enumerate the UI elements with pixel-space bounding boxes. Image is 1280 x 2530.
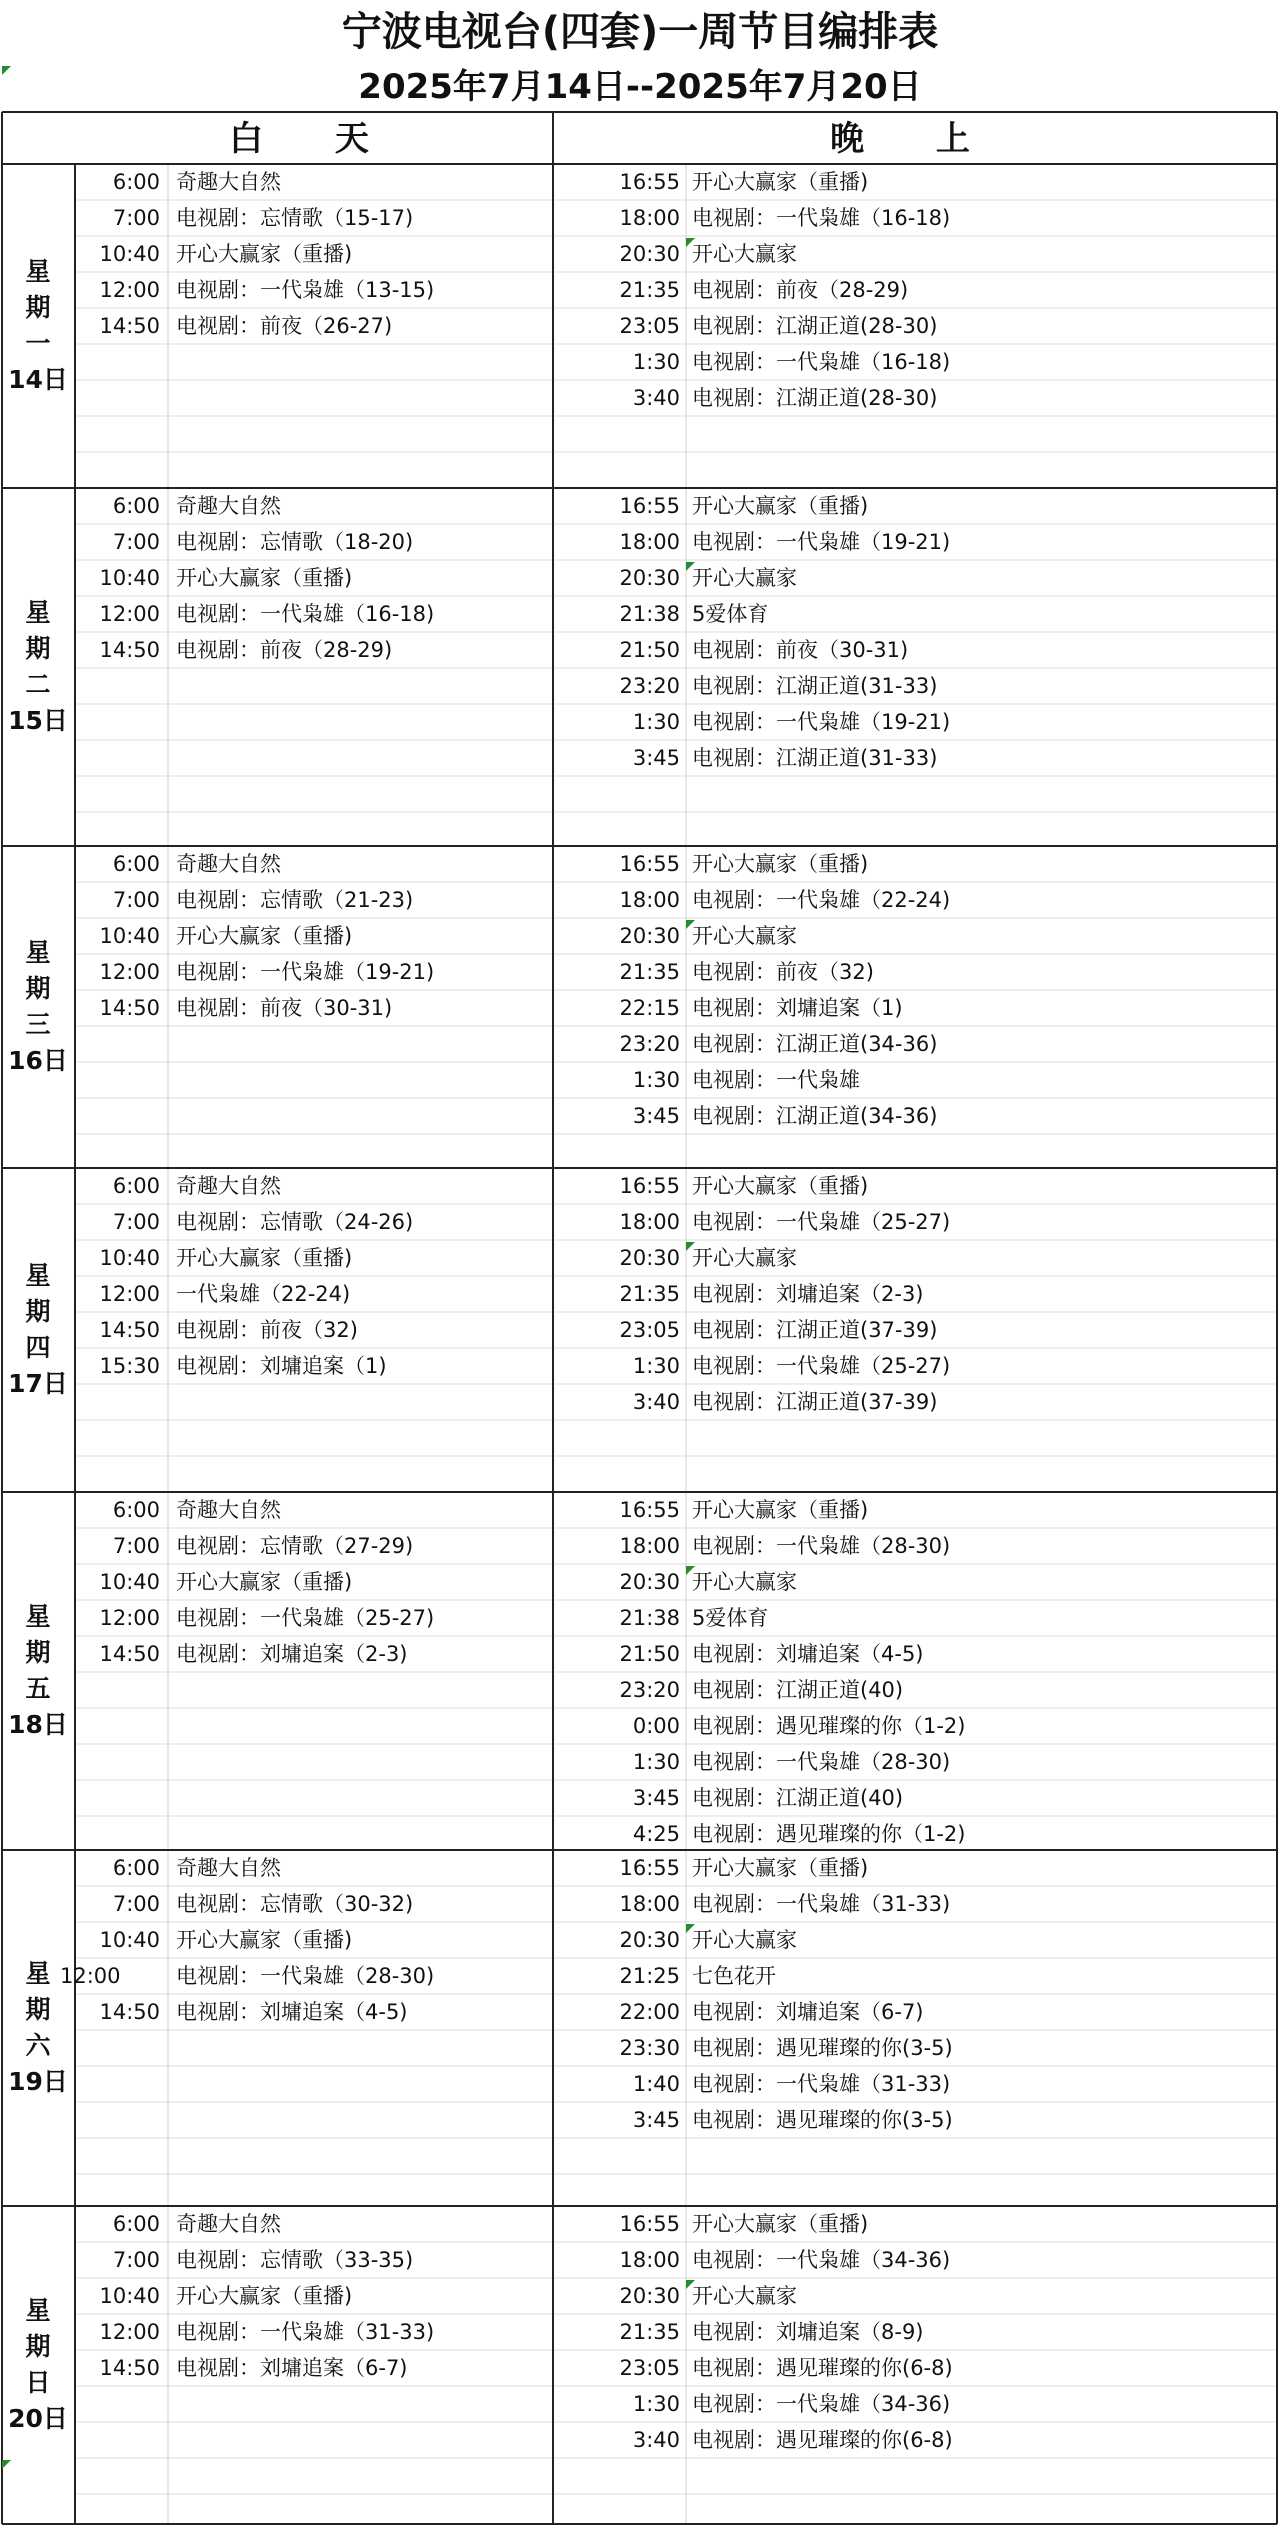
day-label-char: 期 [25, 974, 51, 1003]
day-program-time: 14:50 [99, 2000, 160, 2024]
night-program-time: 23:05 [619, 1318, 680, 1342]
night-program-time: 3:40 [632, 386, 680, 410]
day-program-title: 电视剧：前夜（30-31) [176, 996, 393, 1020]
night-program-title: 电视剧：遇见璀璨的你(6-8) [692, 2356, 953, 2380]
day-program-time: 14:50 [99, 996, 160, 1020]
night-program-time: 3:45 [632, 2108, 680, 2132]
night-program-time: 23:05 [619, 314, 680, 338]
day-program-title: 电视剧：忘情歌（30-32) [176, 1892, 414, 1916]
day-program-title: 电视剧：一代枭雄（19-21) [176, 960, 435, 984]
day-program-time: 6:00 [112, 494, 160, 518]
day-program-title: 奇趣大自然 [176, 2212, 281, 2236]
night-program-time: 18:00 [619, 1534, 680, 1558]
night-program-title: 开心大赢家 [692, 924, 797, 948]
night-program-title: 电视剧：一代枭雄（25-27) [692, 1210, 951, 1234]
day-program-time: 14:50 [99, 2356, 160, 2380]
day-program-time: 6:00 [112, 170, 160, 194]
night-program-time: 21:38 [619, 602, 680, 626]
night-program-time: 18:00 [619, 888, 680, 912]
night-program-time: 20:30 [619, 566, 680, 590]
day-label-char: 14日 [8, 365, 68, 394]
night-program-title: 电视剧：一代枭雄（19-21) [692, 530, 951, 554]
night-program-title: 电视剧：江湖正道(28-30) [692, 386, 938, 410]
day-label-char: 期 [25, 293, 51, 322]
day-program-title: 电视剧：前夜（32) [176, 1318, 358, 1342]
day-label [3, 595, 73, 739]
day-program-title: 奇趣大自然 [176, 1498, 281, 1522]
day-program-time: 6:00 [112, 1856, 160, 1880]
night-program-time: 18:00 [619, 530, 680, 554]
day-program-title: 开心大赢家（重播) [176, 924, 353, 948]
day-label-char: 19日 [8, 2067, 68, 2096]
night-program-title: 开心大赢家（重播) [692, 2212, 869, 2236]
day-label-char: 三 [25, 1010, 51, 1039]
day-program-title: 开心大赢家（重播) [176, 566, 353, 590]
night-program-title: 电视剧：一代枭雄（19-21) [692, 710, 951, 734]
night-program-title: 开心大赢家（重播) [692, 1174, 869, 1198]
day-program-time: 10:40 [99, 924, 160, 948]
night-program-title: 电视剧：遇见璀璨的你(6-8) [692, 2428, 953, 2452]
day-program-time: 10:40 [99, 1246, 160, 1270]
day-program-time: 14:50 [99, 314, 160, 338]
night-program-title: 5爱体育 [692, 1606, 769, 1630]
day-program-time: 6:00 [112, 1174, 160, 1198]
night-program-time: 21:38 [619, 1606, 680, 1630]
day-label-char: 16日 [8, 1046, 68, 1075]
night-program-title: 电视剧：刘墉追案（1) [692, 996, 903, 1020]
day-program-title: 电视剧：刘墉追案（4-5) [176, 2000, 408, 2024]
day-program-time: 12:00 [99, 960, 160, 984]
night-program-time: 3:45 [632, 746, 680, 770]
day-program-title: 电视剧：前夜（28-29) [176, 638, 393, 662]
night-program-time: 1:40 [632, 2072, 680, 2096]
day-program-title: 电视剧：忘情歌（33-35) [176, 2248, 414, 2272]
night-program-time: 16:55 [619, 494, 680, 518]
date-range: 2025年7月14日--2025年7月20日 [358, 67, 922, 107]
day-program-title: 奇趣大自然 [176, 170, 281, 194]
day-label-char: 五 [25, 1674, 51, 1703]
night-program-time: 23:20 [619, 1032, 680, 1056]
night-program-time: 1:30 [632, 710, 680, 734]
night-program-time: 3:40 [632, 2428, 680, 2452]
night-program-title: 开心大赢家（重播) [692, 170, 869, 194]
night-program-time: 23:30 [619, 2036, 680, 2060]
night-program-title: 电视剧：一代枭雄（31-33) [692, 1892, 951, 1916]
night-program-title: 开心大赢家（重播) [692, 1498, 869, 1522]
night-program-title: 电视剧：一代枭雄（28-30) [692, 1534, 951, 1558]
night-program-time: 22:00 [619, 2000, 680, 2024]
day-program-title: 开心大赢家（重播) [176, 1928, 353, 1952]
day-program-title: 开心大赢家（重播) [176, 1570, 353, 1594]
night-program-time: 23:20 [619, 1678, 680, 1702]
day-label-char: 星 [25, 1959, 51, 1988]
night-program-time: 18:00 [619, 2248, 680, 2272]
day-program-title: 电视剧：一代枭雄（25-27) [176, 1606, 435, 1630]
day-label-char: 星 [25, 1261, 51, 1290]
day-label-char: 期 [25, 1995, 51, 2024]
day-program-time: 10:40 [99, 242, 160, 266]
day-program-title: 电视剧：刘墉追案（1) [176, 1354, 387, 1378]
night-program-title: 5爱体育 [692, 602, 769, 626]
night-program-time: 3:45 [632, 1104, 680, 1128]
night-program-time: 23:20 [619, 674, 680, 698]
night-program-title: 电视剧：江湖正道(31-33) [692, 674, 938, 698]
night-program-time: 21:35 [619, 960, 680, 984]
comment-marker-icon [2, 66, 11, 75]
day-program-time: 12:00 [99, 2320, 160, 2344]
night-program-title: 电视剧：一代枭雄（31-33) [692, 2072, 951, 2096]
day-label-char: 星 [25, 598, 51, 627]
night-program-title: 电视剧：江湖正道(40) [692, 1786, 904, 1810]
night-program-time: 1:30 [632, 1068, 680, 1092]
day-program-time: 10:40 [99, 2284, 160, 2308]
day-label-char: 星 [25, 2296, 51, 2325]
night-program-time: 1:30 [632, 350, 680, 374]
night-program-title: 电视剧：遇见璀璨的你(3-5) [692, 2036, 953, 2060]
night-program-title: 电视剧：江湖正道(31-33) [692, 746, 938, 770]
day-label-char: 四 [25, 1333, 51, 1362]
comment-marker-icon [2, 2460, 11, 2469]
night-program-time: 20:30 [619, 2284, 680, 2308]
night-program-title: 电视剧：江湖正道(34-36) [692, 1104, 938, 1128]
night-program-title: 电视剧：一代枭雄 [692, 1068, 860, 1092]
night-program-time: 20:30 [619, 1928, 680, 1952]
night-program-time: 16:55 [619, 2212, 680, 2236]
day-label-char: 期 [25, 1297, 51, 1326]
day-label [3, 935, 73, 1079]
day-program-time: 7:00 [112, 1892, 160, 1916]
night-program-time: 20:30 [619, 242, 680, 266]
night-program-title: 电视剧：江湖正道(28-30) [692, 314, 938, 338]
night-program-time: 20:30 [619, 924, 680, 948]
comment-marker-icon [686, 1242, 695, 1251]
day-program-title: 电视剧：忘情歌（18-20) [176, 530, 414, 554]
day-program-title: 奇趣大自然 [176, 494, 281, 518]
day-label-char: 期 [25, 2332, 51, 2361]
day-label-char: 星 [25, 938, 51, 967]
night-program-title: 开心大赢家 [692, 1928, 797, 1952]
day-label-char: 日 [25, 2368, 51, 2397]
day-label [3, 1599, 73, 1743]
day-label-char: 17日 [8, 1369, 68, 1398]
night-program-time: 16:55 [619, 1498, 680, 1522]
day-program-time: 6:00 [112, 2212, 160, 2236]
night-program-title: 电视剧：前夜（28-29) [692, 278, 909, 302]
night-program-title: 电视剧：一代枭雄（16-18) [692, 350, 951, 374]
night-program-time: 21:50 [619, 1642, 680, 1666]
night-program-title: 电视剧：前夜（32) [692, 960, 874, 984]
comment-marker-icon [686, 562, 695, 571]
day-program-time: 10:40 [99, 1570, 160, 1594]
day-program-time: 12:00 [99, 278, 160, 302]
day-label-char: 二 [25, 670, 51, 699]
night-program-time: 21:35 [619, 2320, 680, 2344]
day-program-title: 电视剧：一代枭雄（28-30) [176, 1964, 435, 1988]
night-program-title: 电视剧：刘墉追案（4-5) [692, 1642, 924, 1666]
day-program-title: 一代枭雄（22-24) [176, 1282, 351, 1306]
day-program-time: 7:00 [112, 888, 160, 912]
day-label [3, 254, 73, 398]
day-program-time: 7:00 [112, 1210, 160, 1234]
night-program-title: 开心大赢家（重播) [692, 852, 869, 876]
night-program-title: 电视剧：刘墉追案（6-7) [692, 2000, 924, 2024]
night-program-title: 开心大赢家 [692, 1246, 797, 1270]
night-program-time: 20:30 [619, 1570, 680, 1594]
day-program-title: 电视剧：忘情歌（15-17) [176, 206, 414, 230]
day-program-title: 奇趣大自然 [176, 1856, 281, 1880]
night-program-title: 七色花开 [692, 1964, 776, 1988]
comment-marker-icon [686, 1924, 695, 1933]
day-label-char: 期 [25, 1638, 51, 1667]
day-program-time: 14:50 [99, 1642, 160, 1666]
day-program-title: 开心大赢家（重播) [176, 1246, 353, 1270]
night-program-title: 开心大赢家（重播) [692, 1856, 869, 1880]
night-program-time: 21:50 [619, 638, 680, 662]
night-program-title: 电视剧：江湖正道(37-39) [692, 1318, 938, 1342]
night-program-title: 电视剧：一代枭雄（25-27) [692, 1354, 951, 1378]
comment-marker-icon [686, 920, 695, 929]
day-label-char: 一 [25, 329, 51, 358]
day-label-char: 星 [25, 257, 51, 286]
day-label [3, 1258, 73, 1402]
night-program-title: 电视剧：一代枭雄（34-36) [692, 2248, 951, 2272]
night-program-time: 20:30 [619, 1246, 680, 1270]
day-program-title: 电视剧：一代枭雄（31-33) [176, 2320, 435, 2344]
night-program-title: 电视剧：一代枭雄（34-36) [692, 2392, 951, 2416]
day-label-char: 15日 [8, 706, 68, 735]
night-program-title: 开心大赢家（重播) [692, 494, 869, 518]
night-program-time: 21:25 [619, 1964, 680, 1988]
night-program-time: 1:30 [632, 1354, 680, 1378]
day-program-time: 10:40 [99, 1928, 160, 1952]
night-program-time: 3:40 [632, 1390, 680, 1414]
night-program-time: 1:30 [632, 2392, 680, 2416]
day-program-time: 7:00 [112, 1534, 160, 1558]
night-program-time: 0:00 [632, 1714, 680, 1738]
night-program-title: 开心大赢家 [692, 566, 797, 590]
day-program-time: 7:00 [112, 530, 160, 554]
night-program-time: 22:15 [619, 996, 680, 1020]
day-program-title: 电视剧：一代枭雄（16-18) [176, 602, 435, 626]
evening-header: 晚 上 [830, 119, 1000, 159]
day-label-char: 星 [25, 1602, 51, 1631]
day-program-title: 电视剧：忘情歌（24-26) [176, 1210, 414, 1234]
night-program-time: 3:45 [632, 1786, 680, 1810]
night-program-time: 16:55 [619, 170, 680, 194]
night-program-time: 16:55 [619, 852, 680, 876]
comment-marker-icon [686, 1566, 695, 1575]
night-program-title: 电视剧：一代枭雄（28-30) [692, 1750, 951, 1774]
night-program-title: 电视剧：一代枭雄（16-18) [692, 206, 951, 230]
day-program-time: 14:50 [99, 638, 160, 662]
day-program-time: 12:00 [60, 1964, 121, 1988]
night-program-time: 21:35 [619, 278, 680, 302]
day-program-time: 6:00 [112, 852, 160, 876]
day-program-time: 12:00 [99, 1282, 160, 1306]
comment-marker-icon [686, 238, 695, 247]
day-program-time: 7:00 [112, 206, 160, 230]
day-program-title: 开心大赢家（重播) [176, 242, 353, 266]
night-program-title: 电视剧：一代枭雄（22-24) [692, 888, 951, 912]
comment-marker-icon [686, 2280, 695, 2289]
day-label-char: 六 [25, 2031, 51, 2060]
night-program-title: 开心大赢家 [692, 2284, 797, 2308]
day-program-title: 电视剧：刘墉追案（6-7) [176, 2356, 408, 2380]
day-program-title: 电视剧：忘情歌（21-23) [176, 888, 414, 912]
night-program-title: 电视剧：刘墉追案（2-3) [692, 1282, 924, 1306]
night-program-time: 21:35 [619, 1282, 680, 1306]
day-label-char: 18日 [8, 1710, 68, 1739]
night-program-time: 16:55 [619, 1174, 680, 1198]
night-program-title: 开心大赢家 [692, 1570, 797, 1594]
night-program-time: 4:25 [632, 1822, 680, 1846]
day-program-title: 电视剧：忘情歌（27-29) [176, 1534, 414, 1558]
day-label-char: 期 [25, 634, 51, 663]
night-program-title: 电视剧：遇见璀璨的你(3-5) [692, 2108, 953, 2132]
page-title: 宁波电视台(四套)一周节目编排表 [341, 9, 939, 55]
day-program-time: 14:50 [99, 1318, 160, 1342]
night-program-title: 电视剧：刘墉追案（8-9) [692, 2320, 924, 2344]
day-program-time: 6:00 [112, 1498, 160, 1522]
day-program-title: 奇趣大自然 [176, 1174, 281, 1198]
day-label [3, 2293, 73, 2437]
night-program-title: 电视剧：江湖正道(37-39) [692, 1390, 938, 1414]
day-program-title: 电视剧：刘墉追案（2-3) [176, 1642, 408, 1666]
day-program-title: 电视剧：前夜（26-27) [176, 314, 393, 338]
night-program-title: 电视剧：遇见璀璨的你（1-2) [692, 1822, 966, 1846]
night-program-time: 18:00 [619, 206, 680, 230]
day-program-time: 12:00 [99, 1606, 160, 1630]
night-program-time: 18:00 [619, 1210, 680, 1234]
night-program-title: 电视剧：江湖正道(34-36) [692, 1032, 938, 1056]
night-program-time: 23:05 [619, 2356, 680, 2380]
day-program-time: 7:00 [112, 2248, 160, 2272]
day-program-title: 奇趣大自然 [176, 852, 281, 876]
day-program-title: 电视剧：一代枭雄（13-15) [176, 278, 435, 302]
night-program-title: 电视剧：前夜（30-31) [692, 638, 909, 662]
night-program-time: 16:55 [619, 1856, 680, 1880]
day-program-time: 15:30 [99, 1354, 160, 1378]
night-program-title: 开心大赢家 [692, 242, 797, 266]
night-program-title: 电视剧：遇见璀璨的你（1-2) [692, 1714, 966, 1738]
night-program-title: 电视剧：江湖正道(40) [692, 1678, 904, 1702]
day-label-char: 20日 [8, 2404, 68, 2433]
day-program-title: 开心大赢家（重播) [176, 2284, 353, 2308]
night-program-time: 1:30 [632, 1750, 680, 1774]
daytime-header: 白 天 [229, 119, 399, 159]
night-program-time: 18:00 [619, 1892, 680, 1916]
day-program-time: 12:00 [99, 602, 160, 626]
day-program-time: 10:40 [99, 566, 160, 590]
